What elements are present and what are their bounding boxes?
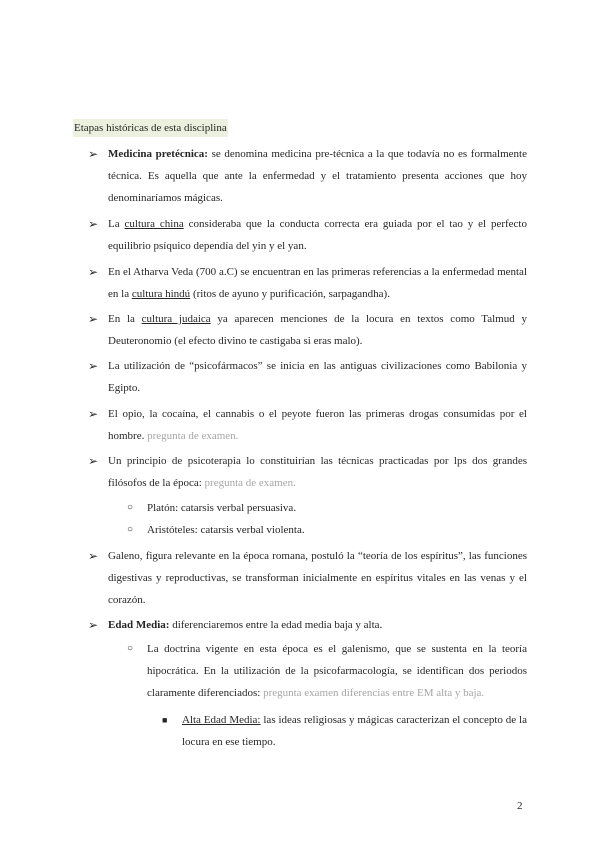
exam-note: pregunta examen diferencias entre EM alta y baja. bbox=[263, 687, 485, 699]
item-underlined-term: cultura hindú bbox=[131, 288, 191, 300]
exam-note: pregunta de examen. bbox=[204, 477, 296, 489]
item-underlined-term: Alta Edad Media: bbox=[182, 714, 261, 726]
circle-bullet-icon: ○ bbox=[127, 524, 134, 535]
section-heading: Etapas históricas de esta disciplina bbox=[73, 119, 228, 137]
item-text: (ritos de ayuno y purificación, sarpagandha). bbox=[190, 288, 390, 300]
item-text: Aristóteles: catarsis verbal violenta. bbox=[147, 524, 305, 536]
item-text: La utilización de “psicofármacos” se inicia en las antiguas civilizaciones como Babilonia y Egipto. bbox=[108, 360, 527, 394]
item-underlined-term: cultura china bbox=[124, 218, 184, 230]
item-text: las ideas religiosas y mágicas caracterizan el concepto de la locura en ese tiempo. bbox=[182, 714, 527, 748]
list-item-edad-media bbox=[108, 614, 527, 636]
list-item-medicina-pretecnica bbox=[108, 143, 527, 209]
arrow-bullet-icon: ➢ bbox=[88, 217, 99, 231]
subsublist-item-alta-edad-media bbox=[182, 709, 527, 753]
item-text: diferenciaremos entre la edad media baja y alta. bbox=[169, 619, 383, 631]
list-item-cultura-china bbox=[108, 213, 527, 257]
arrow-bullet-icon: ➢ bbox=[88, 549, 99, 563]
list-item-psicoterapia bbox=[108, 450, 527, 494]
list-item-atharva-veda bbox=[108, 261, 527, 305]
exam-note: pregunta de examen. bbox=[147, 430, 239, 442]
item-text: En la bbox=[108, 313, 142, 325]
item-text: consideraba que la conducta correcta era guiada por el tao y el perfecto equilibrio psíquico dependía del yin y el yan. bbox=[108, 218, 527, 252]
item-text: El opio, la cocaína, el cannabis o el peyote fueron las primeras drogas consumidas por el hombre. bbox=[108, 408, 527, 442]
sublist-item-platon bbox=[147, 497, 527, 519]
list-item-drogas bbox=[108, 403, 527, 447]
arrow-bullet-icon: ➢ bbox=[88, 265, 99, 279]
item-bold-term: Edad Media: bbox=[108, 619, 170, 631]
sublist-item-galenismo bbox=[147, 638, 527, 704]
list-item-psicofarmacos bbox=[108, 355, 527, 399]
item-text: Platón: catarsis verbal persuasiva. bbox=[147, 502, 297, 514]
circle-bullet-icon: ○ bbox=[127, 502, 134, 513]
item-underlined-term: cultura judaica bbox=[141, 313, 211, 325]
arrow-bullet-icon: ➢ bbox=[88, 312, 99, 326]
circle-bullet-icon: ○ bbox=[127, 643, 134, 654]
item-text: se denomina medicina pre-técnica a la que todavía no es formalmente técnica. Es aquella que ante la enfermedad y el tratamiento presenta acciones que hoy denominaríamos mágicas. bbox=[108, 148, 527, 204]
arrow-bullet-icon: ➢ bbox=[88, 359, 99, 373]
item-text: La bbox=[108, 218, 125, 230]
list-item-galeno bbox=[108, 545, 527, 611]
arrow-bullet-icon: ➢ bbox=[88, 147, 99, 161]
list-item-cultura-judaica bbox=[108, 308, 527, 352]
item-text: Galeno, figura relevante en la época romana, postuló la “teoría de los espíritus”, las funciones digestivas y reproductivas, se transforman inicialmente en espíritus vitales en las venas y el corazón. bbox=[108, 550, 527, 606]
arrow-bullet-icon: ➢ bbox=[88, 407, 99, 421]
sublist-item-aristoteles bbox=[147, 519, 527, 541]
item-text: La doctrina vigente en esta época es el galenismo, que se sustenta en la teoría hipocrática. En la utilización de la psicofarmacología, se identifican dos periodos claramente diferenciados: bbox=[147, 643, 527, 699]
square-bullet-icon: ■ bbox=[162, 715, 168, 725]
item-bold-term: Medicina pretécnica: bbox=[108, 148, 208, 160]
item-text: ya aparecen menciones de la locura en textos como Talmud y Deuteronomio (el efecto divino te castigaba si eras malo). bbox=[108, 313, 527, 347]
item-text: Un principio de psicoterapia lo constituirían las técnicas practicadas por lps dos grandes filósofos de la época: bbox=[108, 455, 527, 489]
item-text: En el Atharva Veda (700 a.C) se encuentran en las primeras referencias a la enfermedad mental en la bbox=[108, 266, 527, 300]
page-number: 2 bbox=[517, 800, 523, 812]
arrow-bullet-icon: ➢ bbox=[88, 618, 99, 632]
arrow-bullet-icon: ➢ bbox=[88, 454, 99, 468]
